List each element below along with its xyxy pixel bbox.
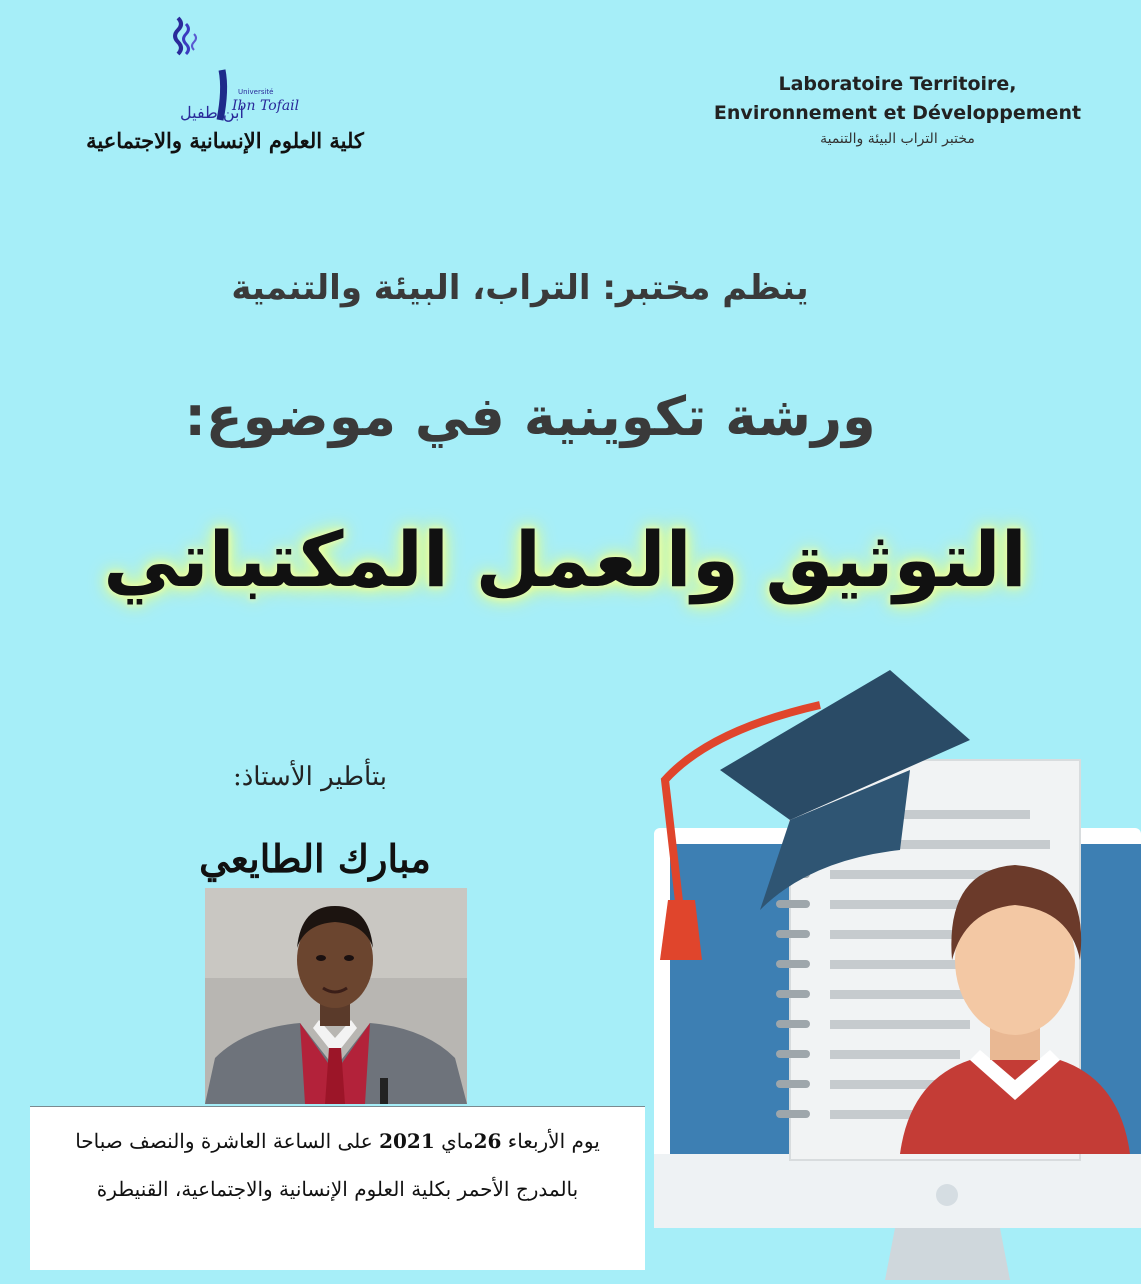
speaker-portrait [205,888,467,1104]
event-details-box [30,1106,645,1270]
university-logo [150,10,300,130]
event-location-line: بالمدرج الأحمر بكلية العلوم الإنسانية والاجتماعية، القنيطرة [96,1177,579,1201]
organizer-line: ينظم مختبر: التراب، البيئة والتنمية [231,268,809,308]
lab-name-ar: مختبر التراب البيئة والتنمية [820,131,975,147]
ibn-tofail-logo-icon [150,10,300,130]
workshop-topic: التوثيق والعمل المكتباتي [103,515,1027,604]
faculty-name: كلية العلوم الإنسانية والاجتماعية [86,128,364,153]
speaker-photo-icon [205,888,467,1104]
lab-name-fr-line2: Environnement et Développement [713,102,1082,124]
lab-name-fr [700,70,1095,128]
event-date-line [30,1129,645,1153]
online-learning-icon [640,660,1141,1280]
event-month: ماي [434,1129,474,1153]
svg-text:Ibn Tofail: Ibn Tofail [232,98,300,114]
supervised-by-label: بتأطير الأستاذ: [232,762,388,792]
event-year: 2021 [379,1129,435,1153]
event-day-prefix: يوم الأربعاء [501,1129,600,1153]
online-learning-illustration [640,660,1141,1280]
event-day: 26 [473,1129,502,1153]
event-time: على الساعة العاشرة والنصف صباحا [75,1129,380,1153]
lab-name-fr-line1: Laboratoire Territoire, [778,73,1017,95]
workshop-label: ورشة تكوينية في موضوع: [184,385,876,448]
svg-text:Université: Université [238,88,274,96]
svg-text:ابن طفيل: ابن طفيل [180,103,244,122]
supervisor-name: مبارك الطايعي [199,836,431,881]
